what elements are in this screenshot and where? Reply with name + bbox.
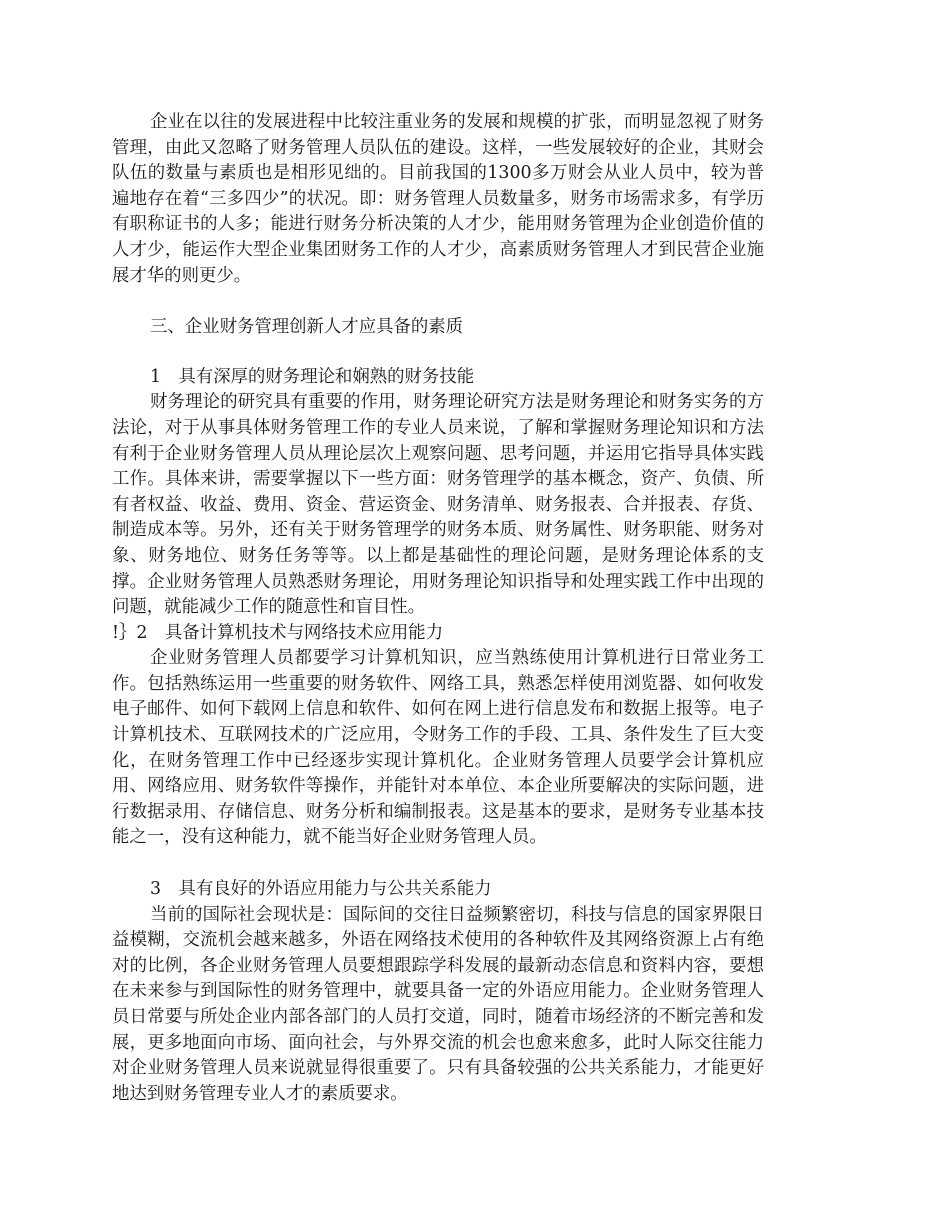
subsection-heading-2: !｝2 具备计算机技术与网络技术应用能力: [112, 622, 444, 643]
section-heading-3: 三、企业财务管理创新人才应具备的素质: [150, 317, 464, 338]
subsection-heading-1: 1 具有深厚的财务理论和娴熟的财务技能: [150, 366, 475, 387]
subsection-heading-3: 3 具有良好的外语应用能力与公共关系能力: [150, 879, 492, 900]
subsection-2-body: 企业财务管理人员都要学习计算机知识，应当熟练使用计算机进行日常业务工作。包括熟练运用一些重要的财务软件、网络工具，熟悉怎样使用浏览器、如何收发电子邮件、如何下载网上信息和软件、如何在网上进行信息发布和数据上报等。电子计算机技术、互联网技术的广泛应用，令财务工作的手段、工具、条件发生了巨大变化，在财务管理工作中已经逐步实现计算机化。企业财务管理人员要学会计算机应用、网络应用、财务软件等操作，并能针对本单位、本企业所要解决的实际问题，进行数据录用、存储信息、财务分析和编制报表。这是基本的要求，是财务专业基本技能之一，没有这种能力，就不能当好企业财务管理人员。: [112, 648, 764, 848]
document-page: [112, 110, 764, 1107]
intro-paragraph: 企业在以往的发展进程中比较注重业务的发展和规模的扩张，而明显忽视了财务管理，由此又忽略了财务管理人员队伍的建设。这样，一些发展较好的企业，其财会队伍的数量与素质也是相形见绌的。目前我国的1300多万财会从业人员中，较为普遍地存在着“三多四少”的状况。即：财务管理人员数量多，财务市场需求多，有学历有职称证书的人多；能进行财务分析决策的人才少，能用财务管理为企业创造价值的人才少，能运作大型企业集团财务工作的人才少，高素质财务管理人才到民营企业施展才华的则更少。: [112, 112, 764, 286]
subsection-3-body: 当前的国际社会现状是：国际间的交往日益频繁密切，科技与信息的国家界限日益模糊，交流机会越来越多，外语在网络技术使用的各种软件及其网络资源上占有绝对的比例，各企业财务管理人员要想跟踪学科发展的最新动态信息和资料内容，要想在未来参与到国际性的财务管理中，就要具备一定的外语应用能力。企业财务管理人员日常要与所处企业内部各部门的人员打交道，同时，随着市场经济的不断完善和发展，更多地面向市场、面向社会，与外界交流的机会也愈来愈多，此时人际交往能力对企业财务管理人员来说就显得很重要了。只有具备较强的公共关系能力，才能更好地达到财务管理专业人才的素质要求。: [112, 904, 764, 1104]
subsection-1-body: 财务理论的研究具有重要的作用，财务理论研究方法是财务理论和财务实务的方法论，对于从事具体财务管理工作的专业人员来说，了解和掌握财务理论知识和方法有利于企业财务管理人员从理论层次上观察问题、思考问题，并运用它指导具体实践工作。具体来讲，需要掌握以下一些方面：财务管理学的基本概念，资产、负债、所有者权益、收益、费用、资金、营运资金、财务清单、财务报表、合并报表、存货、制造成本等。另外，还有关于财务管理学的财务本质、财务属性、财务职能、财务对象、财务地位、财务任务等等。以上都是基础性的理论问题，是财务理论体系的支撑。企业财务管理人员熟悉财务理论，用财务理论知识指导和处理实践工作中出现的问题，就能减少工作的随意性和盲目性。: [112, 392, 764, 618]
spacer: [112, 851, 764, 877]
